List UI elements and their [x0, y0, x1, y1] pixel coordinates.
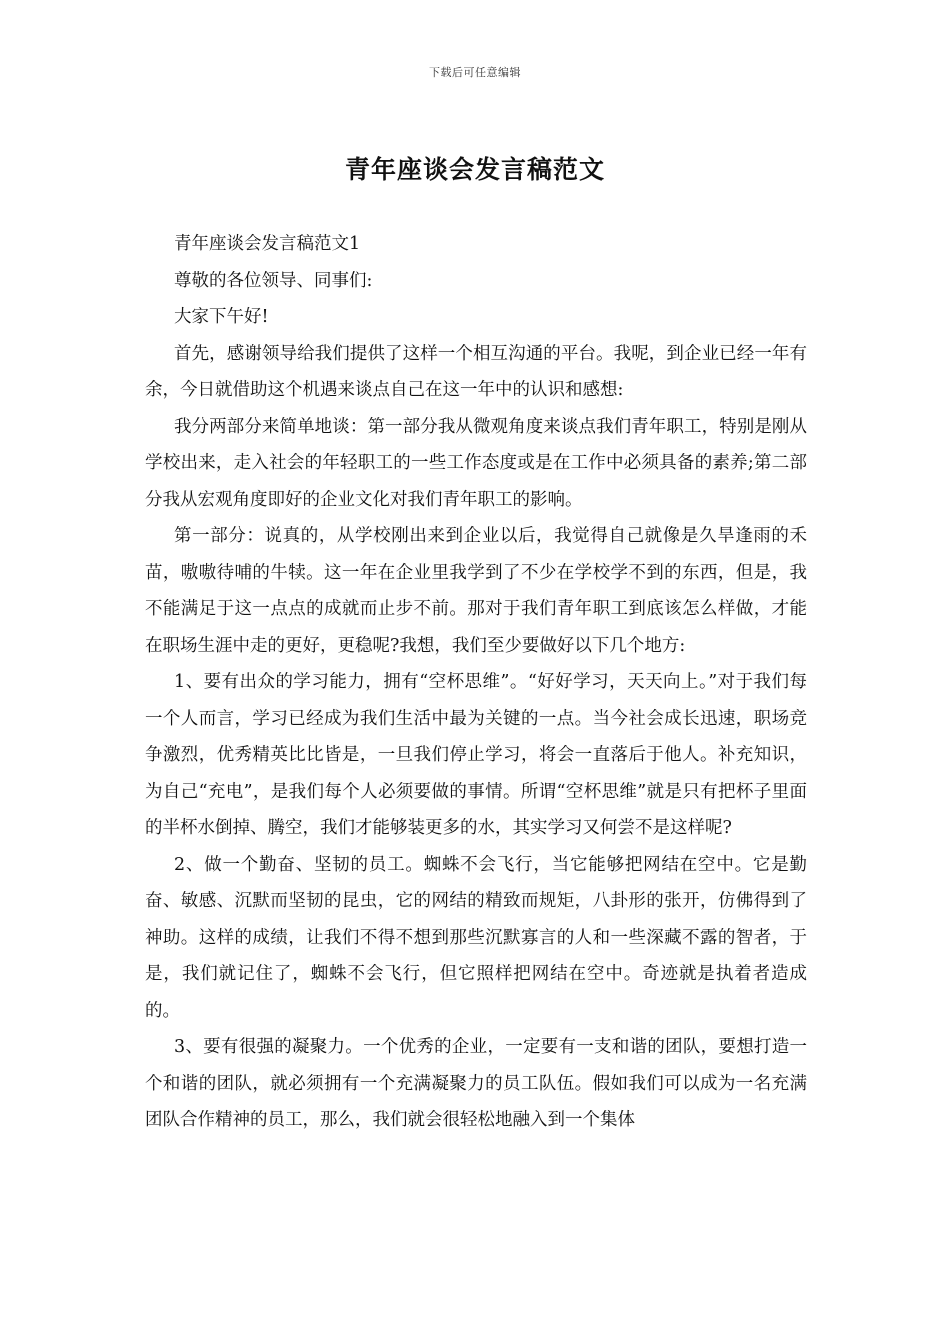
paragraph-salutation: 尊敬的各位领导、同事们:	[174, 270, 373, 291]
paragraph-point-1: 1、要有出众的学习能力，拥有“空杯思维”。“好好学习，天天向上。”对于我们每一个人而言，学习已经成为我们生活中最为关键的一点。当今社会成长迅速，职场竞争激烈，优秀精英比比皆是，一旦我们停止学习，将会一直落后于他人。补充知识，为自己“充电”，是我们每个人必须要做的事情。所谓“空杯思维”就是只有把杯子里面的半杯水倒掉、腾空，我们才能够装更多的水，其实学习又何尝不是这样呢?	[145, 672, 807, 838]
paragraph-subtitle: 青年座谈会发言稿范文1	[174, 234, 361, 254]
paragraph-outline: 我分两部分来简单地谈：第一部分我从微观角度来谈点我们青年职工，特别是刚从学校出来，走入社会的年轻职工的一些工作态度或是在工作中必须具备的素养;第二部分我从宏观角度即好的企业文化对我们青年职工的影响。	[145, 416, 807, 510]
document-body	[145, 226, 807, 1139]
paragraph-part-one: 第一部分：说真的，从学校刚出来到企业以后，我觉得自己就像是久旱逢雨的禾苗，嗷嗷待哺的牛犊。这一年在企业里我学到了不少在学校学不到的东西，但是，我不能满足于这一点点的成就而止步不前。那对于我们青年职工到底该怎么样做，才能在职场生涯中走的更好，更稳呢?我想，我们至少要做好以下几个地方:	[145, 526, 807, 656]
paragraph-point-2: 2、做一个勤奋、坚韧的员工。蜘蛛不会飞行，当它能够把网结在空中。它是勤奋、敏感、沉默而坚韧的昆虫，它的网结的精致而规矩，八卦形的张开，仿佛得到了神助。这样的成绩，让我们不得不想到那些沉默寡言的人和一些深藏不露的智者，于是，我们就记住了，蜘蛛不会飞行，但它照样把网结在空中。奇迹就是执着者造成的。	[145, 854, 807, 1021]
paragraph-point-3: 3、要有很强的凝聚力。一个优秀的企业，一定要有一支和谐的团队，要想打造一个和谐的团队，就必须拥有一个充满凝聚力的员工队伍。假如我们可以成为一名充满团队合作精神的员工，那么，我们就会很轻松地融入到一个集体	[145, 1037, 807, 1130]
paragraph-greeting: 大家下午好!	[174, 307, 269, 327]
document-title: 青年座谈会发言稿范文	[344, 155, 605, 184]
paragraph-intro: 首先，感谢领导给我们提供了这样一个相互沟通的平台。我呢，到企业已经一年有余，今日就借助这个机遇来谈点自己在这一年中的认识和感想:	[145, 343, 807, 400]
page-header-note: 下载后可任意编辑	[429, 66, 521, 79]
